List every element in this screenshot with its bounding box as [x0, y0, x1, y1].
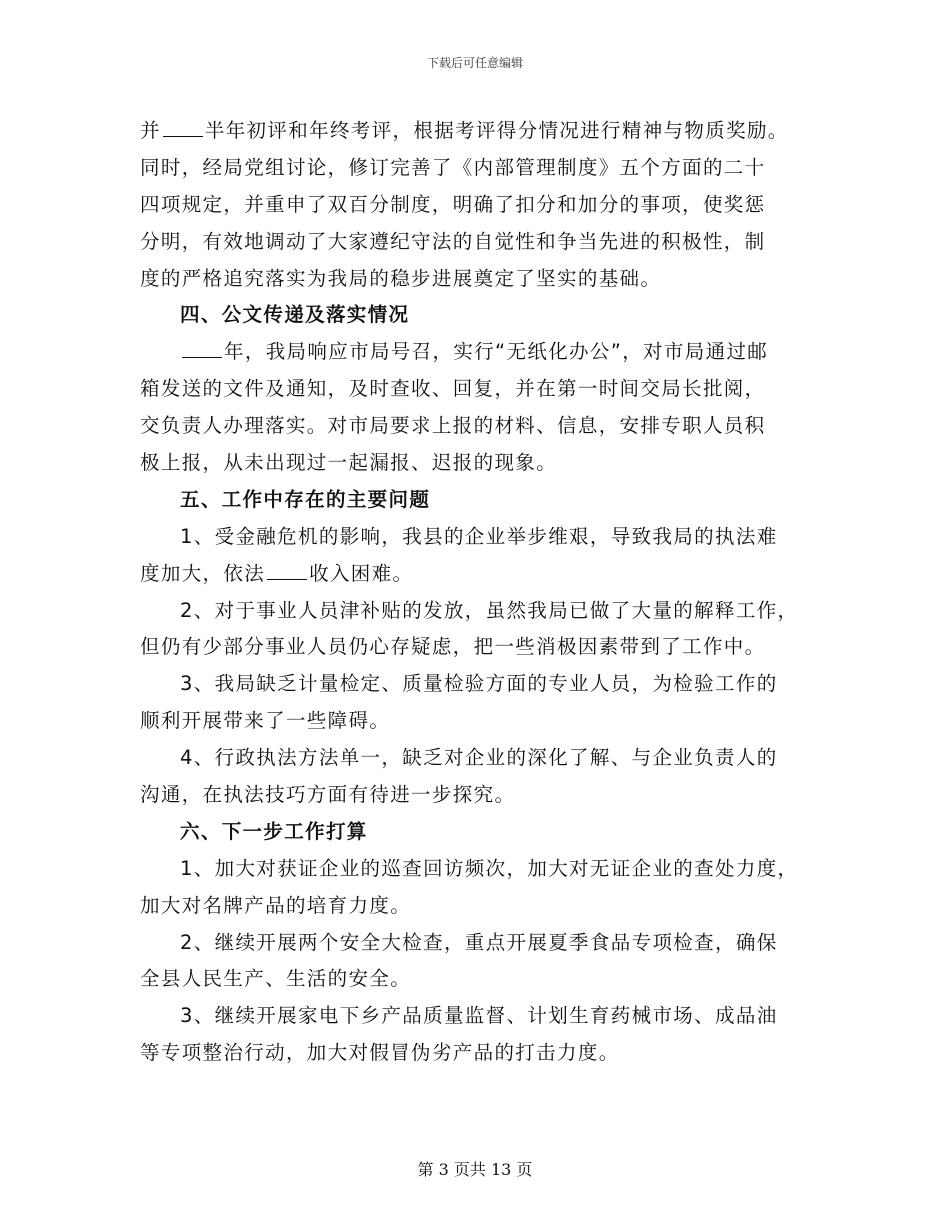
page-number: 第 3 页共 13 页: [417, 1160, 533, 1179]
paragraph-line: 4、行政执法方法单一，缺乏对企业的深化了解、与企业负责人的: [180, 746, 778, 770]
paragraph-line: 加大对名牌产品的培育力度。: [140, 893, 412, 917]
section-heading-5: 五、工作中存在的主要问题: [180, 487, 431, 511]
paragraph-line: 3、继续开展家电下乡产品质量监督、计划生育药械市场、成品油: [180, 1004, 778, 1028]
fill-blank: [182, 339, 222, 358]
paragraph-line: [140, 556, 830, 593]
page-header: 下载后可任意编辑: [426, 56, 523, 70]
fill-blank: [163, 118, 203, 137]
text-run: 并: [140, 119, 161, 142]
paragraph-line: [140, 334, 830, 371]
paragraph-line: 1、受金融危机的影响，我县的企业举步维艰，导致我局的执法难: [180, 524, 778, 548]
text-run: 度加大，依法: [140, 561, 266, 585]
paragraph-line: 度的严格追究落实为我局的稳步进展奠定了坚实的基础。: [140, 266, 662, 290]
paragraph-line: 四项规定，并重申了双百分制度，明确了扣分和加分的事项，使奖惩: [140, 192, 766, 216]
section-heading-4: 四、公文传递及落实情况: [180, 303, 410, 327]
paragraph-line: 3、我局缺乏计量检定、质量检验方面的专业人员，为检验工作的: [180, 672, 778, 696]
paragraph-line: 但仍有少部分事业人员仍心存疑虑，把一些消极因素带到了工作中。: [140, 635, 766, 659]
paragraph-line: 极上报，从未出现过一起漏报、迟报的现象。: [140, 451, 558, 475]
paragraph-line: 分明，有效地调动了大家遵纪守法的自觉性和争当先进的积极性，制: [140, 229, 766, 253]
paragraph-line: 同时，经局党组讨论，修订完善了《内部管理制度》五个方面的二十: [140, 155, 766, 179]
paragraph-line: 1、加大对获证企业的巡查回访频次，加大对无证企业的查处力度，: [180, 856, 799, 880]
paragraph-line: 沟通，在执法技巧方面有待进一步探究。: [140, 783, 516, 807]
paragraph-line: 箱发送的文件及通知，及时查收、回复，并在第一时间交局长批阅，: [140, 377, 766, 401]
fill-blank: [267, 561, 307, 580]
paragraph-line: 2、对于事业人员津补贴的发放，虽然我局已做了大量的解释工作，: [180, 598, 799, 622]
paragraph-line: 交负责人办理落实。对市局要求上报的材料、信息，安排专职人员积: [140, 414, 766, 438]
text-run: 年，我局响应市局号召，实行“无纸化办公”，对市局通过邮: [224, 340, 769, 364]
paragraph-line: [140, 113, 830, 150]
text-run: 收入困难。: [309, 561, 414, 585]
section-heading-6: 六、下一步工作打算: [180, 819, 368, 843]
paragraph-line: 2、继续开展两个安全大检查，重点开展夏季食品专项检查，确保: [180, 930, 778, 954]
paragraph-line: 顺利开展带来了一些障碍。: [140, 709, 391, 733]
text-run: 半年初评和年终考评，根据考评得分情况进行精神与物质奖励。: [204, 119, 789, 142]
paragraph-line: 等专项整治行动，加大对假冒伪劣产品的打击力度。: [140, 1041, 620, 1065]
paragraph-line: 全县人民生产、生活的安全。: [140, 967, 412, 991]
document-body: [140, 113, 830, 1072]
